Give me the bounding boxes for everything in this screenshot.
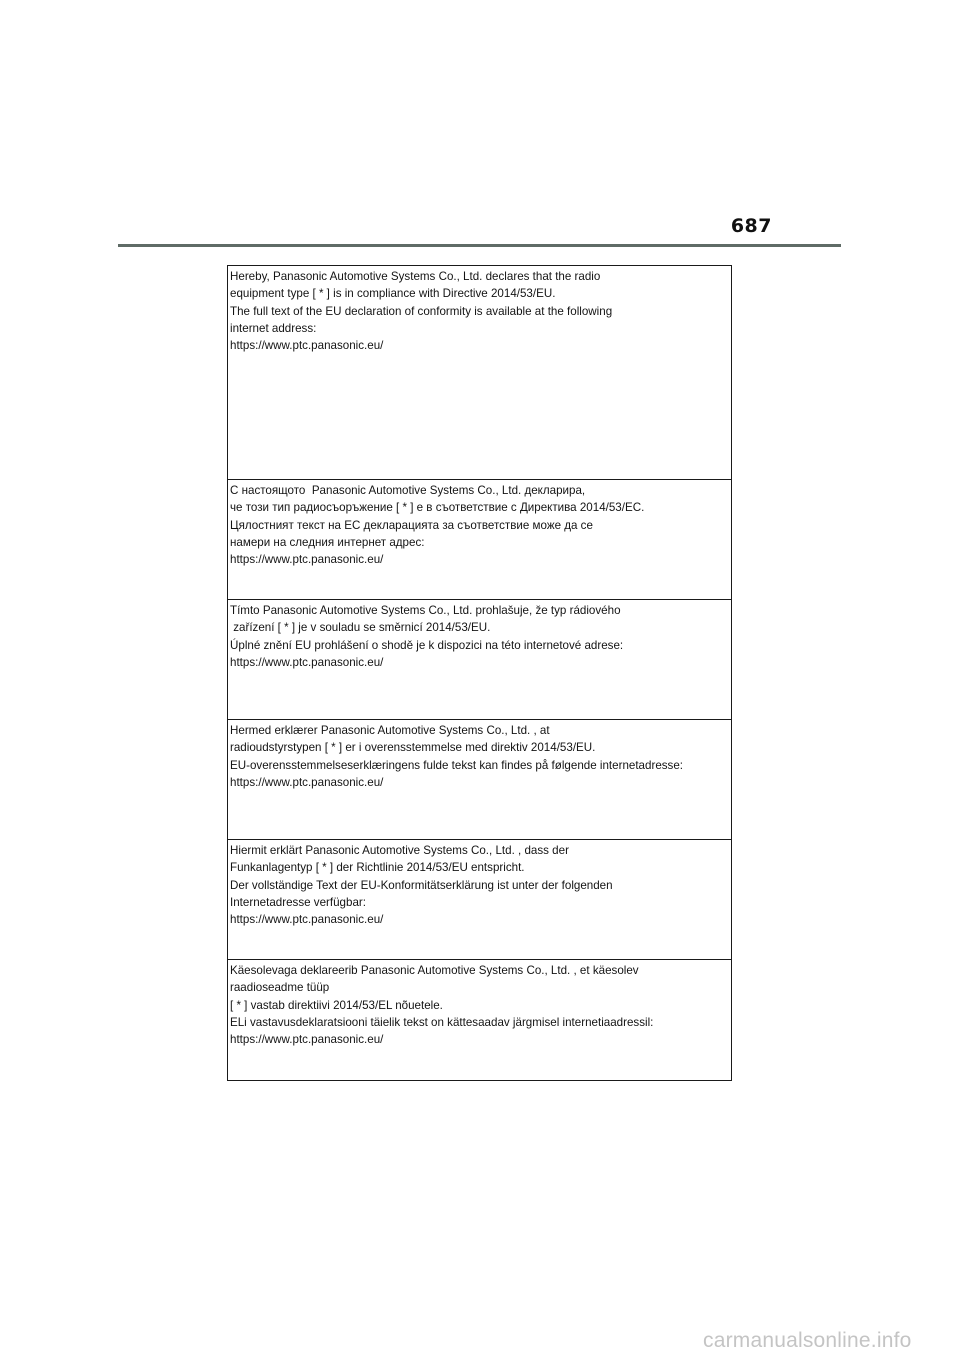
declaration-line: Hermed erklærer Panasonic Automotive Systems Co., Ltd. , at (230, 724, 550, 737)
declaration-line: The full text of the EU declaration of conformity is available at the following (230, 304, 613, 318)
declaration-line: Der vollständige Text der EU-Konformitätserklärung ist unter der folgenden (230, 878, 613, 892)
declaration-line: radioudstyrstypen [ * ] er i overensstemmelse med direktiv 2014/53/EU. (230, 741, 596, 755)
declaration-line: Hiermit erklärt Panasonic Automotive Systems Co., Ltd. , dass der (230, 844, 569, 857)
declaration-line: ELi vastavusdeklaratsiooni täielik tekst on kättesaadav järgmisel internetiaadressil: (230, 1015, 654, 1029)
header-rule (118, 244, 841, 247)
declaration-url: https://www.ptc.panasonic.eu/ (230, 1033, 384, 1047)
declaration-line: Funkanlagentyp [ * ] der Richtlinie 2014/53/EU entspricht. (230, 861, 525, 875)
declaration-line: equipment type [ * ] is in compliance with Directive 2014/53/EU. (230, 287, 556, 301)
declarations-table (227, 265, 732, 1081)
declaration-line: raadioseadme tüüp (230, 981, 330, 995)
declaration-line: Tímto Panasonic Automotive Systems Co., Ltd. prohlašuje, že typ rádiového (230, 604, 621, 617)
declaration-line: Úplné znění EU prohlášení o shodě je k dispozici na této internetové adrese: (230, 638, 624, 652)
declaration-czech (228, 600, 731, 720)
declaration-german (228, 840, 731, 960)
declaration-line: internet address: (230, 321, 317, 335)
declaration-line: намери на следния интернет адрес: (230, 535, 425, 549)
declaration-estonian (228, 960, 731, 1080)
declaration-line: Internetadresse verfügbar: (230, 895, 366, 909)
declaration-line: че този тип радиосъоръжение [ * ] е в съответствие с Директива 2014/53/ЕС. (230, 501, 645, 515)
declaration-line: EU-overensstemmelseserklæringens fulde tekst kan findes på følgende internetadresse: (230, 758, 684, 772)
declaration-danish (228, 720, 731, 840)
declaration-line: Цялостният текст на ЕС декларацията за съответствие може да се (230, 518, 593, 532)
declaration-url: https://www.ptc.panasonic.eu/ (230, 339, 384, 353)
declaration-bulgarian (228, 480, 731, 600)
page-number: 687 (730, 215, 772, 237)
declaration-line: Käesolevaga deklareerib Panasonic Automotive Systems Co., Ltd. , et käesolev (230, 964, 639, 977)
declaration-url: https://www.ptc.panasonic.eu/ (230, 775, 384, 789)
declaration-line: С настоящото Panasonic Automotive Systems Co., Ltd. декларира, (230, 484, 586, 497)
declaration-line: [ * ] vastab direktiivi 2014/53/EL nõuetele. (230, 998, 443, 1012)
declaration-url: https://www.ptc.panasonic.eu/ (230, 655, 384, 669)
declaration-english (228, 266, 731, 480)
declaration-line: zařízení [ * ] je v souladu se směrnicí 2014/53/EU. (230, 621, 491, 635)
declaration-url: https://www.ptc.panasonic.eu/ (230, 553, 384, 567)
declaration-url: https://www.ptc.panasonic.eu/ (230, 913, 384, 927)
site-watermark: carmanualsonline.info (703, 1329, 912, 1352)
declaration-line: Hereby, Panasonic Automotive Systems Co., Ltd. declares that the radio (230, 270, 601, 283)
